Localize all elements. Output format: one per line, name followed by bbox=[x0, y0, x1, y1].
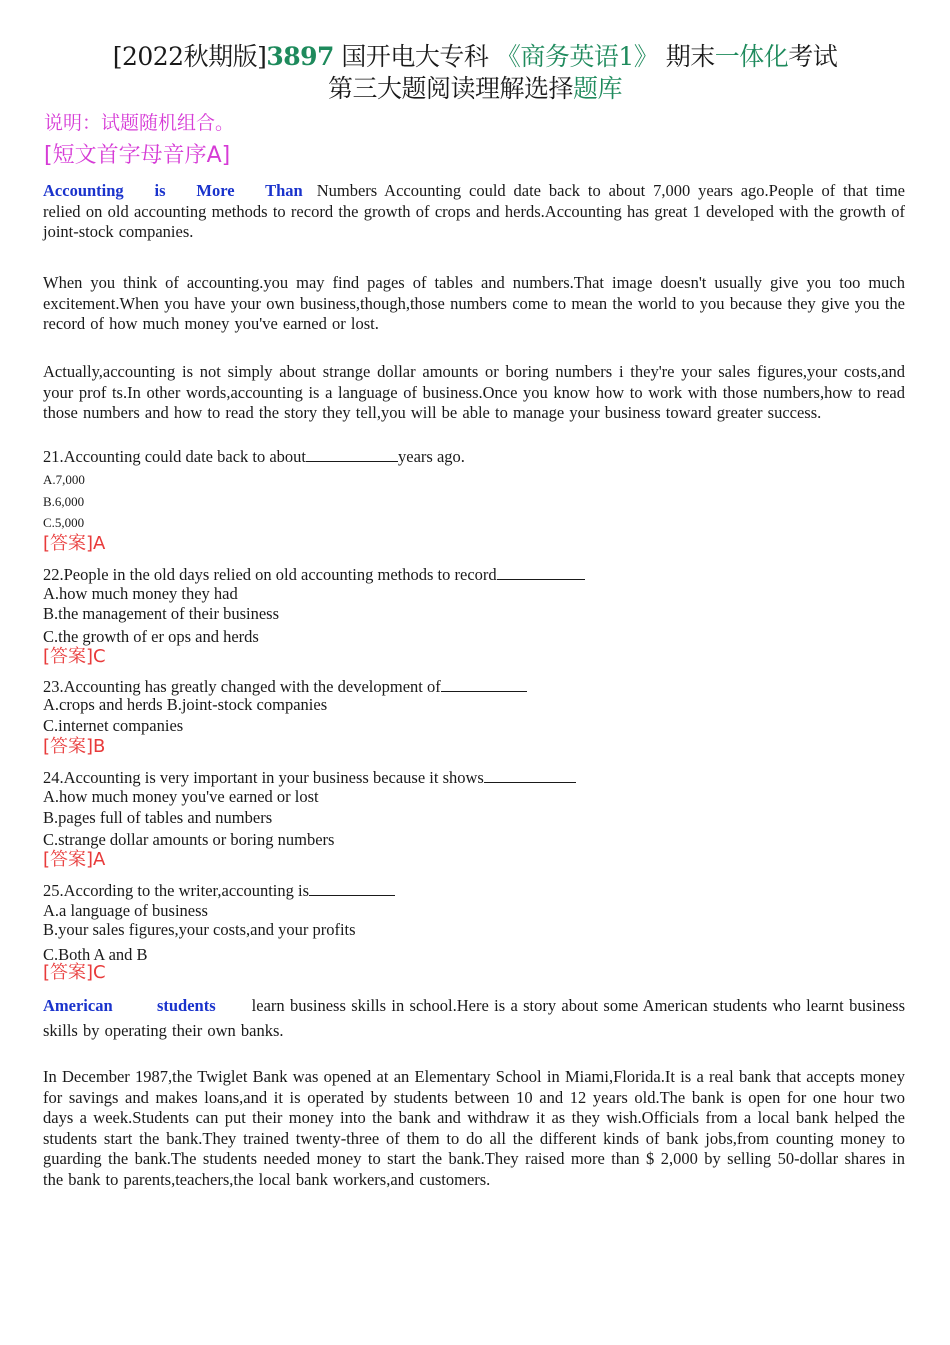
question-21-option-a: A.7,000 bbox=[43, 472, 85, 487]
question-25-option-b: B.your sales figures,your costs,and your profits bbox=[43, 920, 356, 939]
question-21-option-b: B.6,000 bbox=[43, 494, 85, 509]
document-title: [2022秋期版]3897 国开电大专科 《商务英语1》 期末一体化考试 bbox=[112, 42, 838, 71]
question-24: 24.Accounting is very important in your business because it shows bbox=[43, 768, 576, 788]
question-24-option-a: A.how much money you've earned or lost bbox=[43, 787, 319, 806]
question-22: 22.People in the old days relied on old accounting methods to record bbox=[43, 565, 585, 585]
passage2-paragraph-2: In December 1987,the Twiglet Bank was opened at an Elementary School in Miami,Florida.It is a real bank that accepts money for savings and makes loans,and it is operated by students between 10 and 12 years old.The bank is open for one hour two days a week.Students can put their money into the bank and withdraw it as they wish.Officials from a local bank helped the students start the bank.They trained twenty-three of them to do all the different kinds of bank jobs,from counting money to guarding the bank.The students needed money to start the bank.They raised more than $ 2,000 by selling 50-dollar shares in the bank to parents,teachers,the local bank workers,and customers. bbox=[43, 1067, 905, 1189]
question-21: 21.Accounting could date back to about years ago. bbox=[43, 447, 465, 466]
question-22-option-a: A.how much money they had bbox=[43, 584, 238, 603]
question-23-answer: [答案]B bbox=[43, 736, 106, 757]
question-22-option-b: B.the management of their business bbox=[43, 604, 279, 623]
answer-blank bbox=[441, 677, 527, 692]
passage1-lead: Accounting is More Than bbox=[43, 181, 303, 200]
question-23-option-ab: A.crops and herds B.joint-stock companies bbox=[43, 695, 328, 714]
question-21-answer: [答案]A bbox=[43, 533, 106, 554]
answer-blank bbox=[306, 447, 398, 462]
answer-blank bbox=[497, 565, 585, 580]
answer-blank bbox=[309, 881, 395, 896]
passage2-lead: American students bbox=[43, 996, 216, 1015]
question-24-answer: [答案]A bbox=[43, 849, 106, 870]
question-23: 23.Accounting has greatly changed with the development of bbox=[43, 677, 527, 697]
passage1-paragraph-1: Accounting is More Than Numbers Accounting could date back to about 7,000 years ago.People of that time relied on old accounting methods to record the growth of crops and herds.Accounting has great 1 developed with the growth of joint-stock companies. bbox=[43, 181, 905, 241]
question-25-answer: [答案]C bbox=[43, 962, 106, 983]
passage2-paragraph-1: American students learn business skills in school.Here is a story about some American students who learnt business skills by operating their own banks. bbox=[43, 996, 905, 1040]
question-24-option-b: B.pages full of tables and numbers bbox=[43, 808, 273, 827]
passage1-paragraph-3: Actually,accounting is not simply about strange dollar amounts or boring numbers i they're your sales figures,your costs,and your prof ts.In other words,accounting is a language of business.Once you know how to work with those numbers,how to read those numbers and how to read the story they tell,you will be able to manage your business toward greater success. bbox=[43, 362, 905, 422]
question-25-option-c: C.Both A and B bbox=[43, 945, 148, 964]
answer-blank bbox=[484, 768, 576, 783]
passage1-paragraph-2: When you think of accounting.you may find pages of tables and numbers.That image doesn't usually give you too much excitement.When you have your own business,though,those numbers come to mean the world to you because they give you the record of how much money you've earned or lost. bbox=[43, 273, 905, 333]
section-label: [短文首字母音序A] bbox=[44, 143, 231, 168]
question-22-answer: [答案]C bbox=[43, 646, 106, 667]
question-22-option-c: C.the growth of er ops and herds bbox=[43, 627, 259, 646]
instruction-note: 说明：试题随机组合。 bbox=[44, 112, 235, 134]
question-24-option-c: C.strange dollar amounts or boring numbers bbox=[43, 830, 335, 849]
document-subtitle: 第三大题阅读理解选择题库 bbox=[327, 74, 623, 103]
question-23-option-c: C.internet companies bbox=[43, 716, 184, 735]
question-21-option-c: C.5,000 bbox=[43, 515, 85, 530]
question-25: 25.According to the writer,accounting is bbox=[43, 881, 395, 901]
question-25-option-a: A.a language of business bbox=[43, 901, 208, 920]
